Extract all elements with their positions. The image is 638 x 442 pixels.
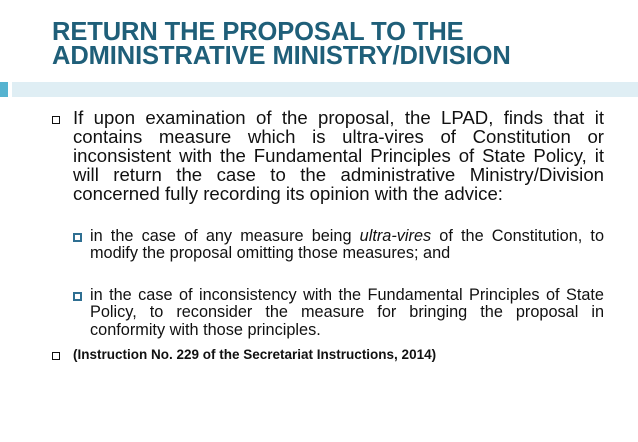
slide-title — [52, 20, 612, 68]
reference-text: (Instruction No. 229 of the Secretariat Instructions, 2014) — [73, 347, 437, 362]
accent-bar-right — [12, 82, 638, 97]
checkbox-bullet-icon — [52, 352, 60, 360]
sub-bullet-1-before: in the case of any measure being — [90, 227, 360, 245]
square-bullet-icon — [73, 292, 82, 301]
accent-bar-left — [0, 82, 8, 97]
title-line-1: RETURN THE PROPOSAL TO THE — [52, 18, 464, 46]
main-bullet-text: If upon examination of the proposal, the LPAD, finds that it contains measure which is ultra-vires of Constitution or inconsistent with the Fundamental Principles of State Policy, it will return the case to the administrative Ministry/Division concerned fully recording its opinion with the advice: — [73, 107, 604, 204]
title-line-2: ADMINISTRATIVE MINISTRY/DIVISION — [52, 42, 511, 70]
checkbox-bullet-icon — [52, 116, 60, 124]
sub-bullet-1-text — [90, 228, 604, 263]
sub-bullet-1-italic: ultra-vires — [359, 227, 432, 245]
square-bullet-icon — [73, 233, 82, 242]
sub-bullet-1-after: of the Constitution, to modify the proposal omitting those measures; and — [90, 227, 604, 263]
sub-bullet-2-text: in the case of inconsistency with the Fundamental Principles of State Policy, to reconsider the measure for bringing the proposal in conformity with those principles. — [90, 286, 604, 339]
